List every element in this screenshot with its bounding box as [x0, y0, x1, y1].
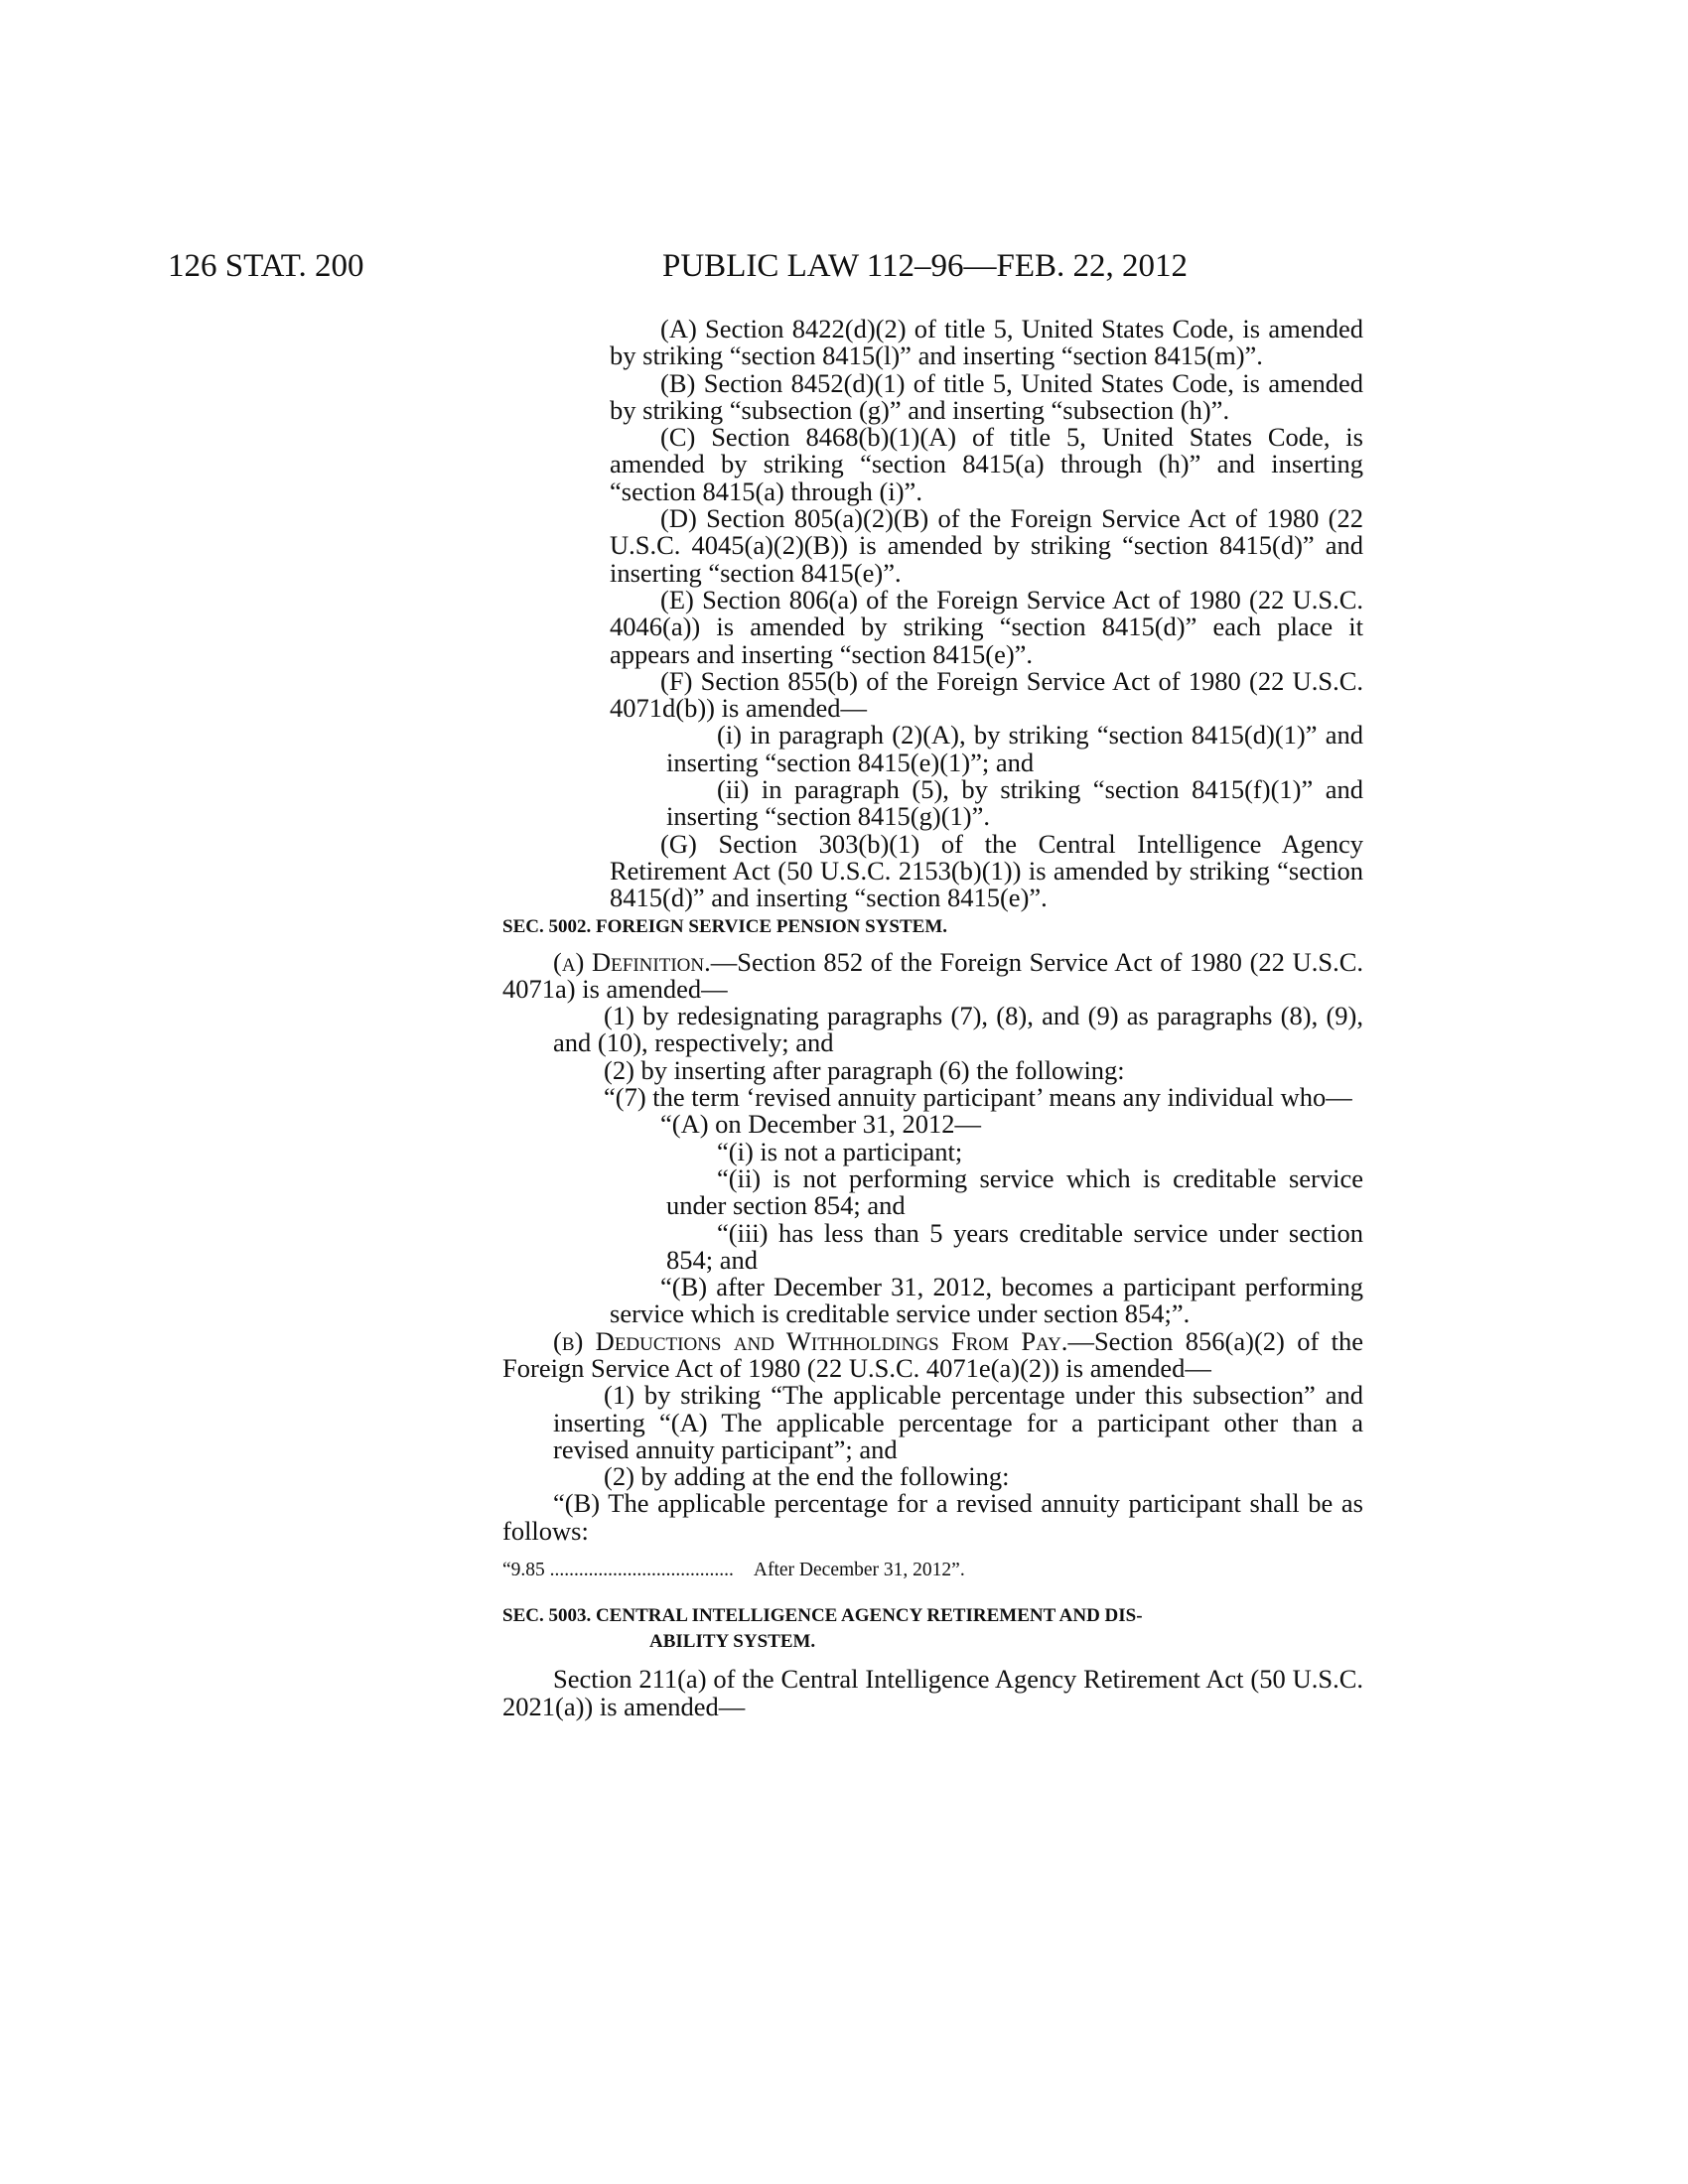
quoted-clause-iii: “(iii) has less than 5 years creditable service under section 854; and — [666, 1217, 1363, 1275]
paragraph-c-5usc8468: (C) Section 8468(b)(1)(A) of title 5, United States Code, is amended by striking “section 8415(a) through (h)” and inserting “section 8415(a) through (i)”. — [610, 422, 1363, 506]
clause-ii: (ii) in paragraph (5), by striking “section 8415(f)(1)” and inserting “section 8415(g)(1)”. — [666, 774, 1363, 832]
paragraph-f-fsa855: (F) Section 855(b) of the Foreign Service Act of 1980 (22 U.S.C. 4071d(b)) is amended— — [610, 665, 1363, 724]
quoted-paragraph-7: “(7) the term ‘revised annuity participant’ means any individual who— — [604, 1082, 1352, 1113]
subsection-b-heading: (b) Deductions and Withholdings From Pay. — [553, 1325, 1068, 1356]
table-row — [502, 1557, 1363, 1583]
subsection-b-paragraph-2: (2) by adding at the end the following: — [604, 1461, 1010, 1492]
quoted-subparagraph-b: “(B) after December 31, 2012, becomes a participant performing service which is creditable service under section 854;”. — [610, 1272, 1363, 1329]
section-heading-5003-line2: ABILITY SYSTEM. — [649, 1631, 816, 1653]
paragraph-b-5usc8452: (B) Section 8452(d)(1) of title 5, United States Code, is amended by striking “subsection (g)” and inserting “subsection (h)”. — [610, 367, 1363, 425]
subsection-b — [502, 1325, 1363, 1383]
table-leader-dots: ...................................... — [549, 1560, 734, 1581]
paragraph-g-cia303: (G) Section 303(b)(1) of the Central Intelligence Agency Retirement Act (50 U.S.C. 2153(b)(1)) is amended by striking “section 8415(d)” and inserting “section 8415(e)”. — [610, 828, 1363, 913]
document-body — [502, 316, 1363, 1720]
section-heading-5003-line1: SEC. 5003. CENTRAL INTELLIGENCE AGENCY RETIREMENT AND DIS- — [502, 1605, 1143, 1627]
subsection-a-text: —Section 852 of the Foreign Service Act of 1980 (22 U.S.C. 4071a) is amended— — [502, 946, 1363, 1004]
paragraph-e-fsa806: (E) Section 806(a) of the Foreign Service Act of 1980 (22 U.S.C. 4046(a)) is amended by striking “section 8415(d)” each place it appears and inserting “section 8415(e)”. — [610, 584, 1363, 669]
quoted-clause-i: “(i) is not a participant; — [717, 1136, 963, 1166]
section-heading-5003 — [502, 1603, 1363, 1655]
paragraph-a-5usc8422: (A) Section 8422(d)(2) of title 5, United States Code, is amended by striking “section 8415(l)” and inserting “section 8415(m)”. — [610, 314, 1363, 371]
table-period: After December 31, 2012”. — [753, 1560, 965, 1581]
page-law-header: PUBLIC LAW 112–96—FEB. 22, 2012 — [662, 248, 1189, 284]
subsection-a — [502, 946, 1363, 1004]
paragraph-d-fsa805: (D) Section 805(a)(2)(B) of the Foreign Service Act of 1980 (22 U.S.C. 4045(a)(2)(B)) is amended by striking “section 8415(d)” and inserting “section 8415(e)”. — [610, 503, 1363, 588]
subsection-a-heading: (a) Definition. — [553, 946, 711, 977]
subsection-b-paragraph-1: (1) by striking “The applicable percentage under this subsection” and inserting “(A) The applicable percentage for a participant other than a revised annuity participant”; and — [553, 1380, 1363, 1464]
subsection-a-paragraph-2: (2) by inserting after paragraph (6) the following: — [604, 1054, 1125, 1085]
subsection-a-paragraph-1: (1) by redesignating paragraphs (7), (8), and (9) as paragraphs (8), (9), and (10), respectively; and — [553, 1001, 1363, 1058]
quoted-subparagraph-a: “(A) on December 31, 2012— — [660, 1109, 982, 1140]
table-value: “9.85 — [502, 1560, 545, 1581]
section-5003-text: Section 211(a) of the Central Intelligence Agency Retirement Act (50 U.S.C. 2021(a)) is amended— — [502, 1664, 1363, 1721]
section-heading-5002: SEC. 5002. FOREIGN SERVICE PENSION SYSTEM. — [502, 915, 948, 937]
quoted-b-applicable-percentage: “(B) The applicable percentage for a revised annuity participant shall be as follows: — [502, 1488, 1363, 1546]
clause-i: (i) in paragraph (2)(A), by striking “section 8415(d)(1)” and inserting “section 8415(e)(1)”; and — [666, 720, 1363, 777]
quoted-clause-ii: “(ii) is not performing service which is creditable service under section 854; and — [666, 1162, 1363, 1221]
subsection-b-text: —Section 856(a)(2) of the Foreign Service Act of 1980 (22 U.S.C. 4071e(a)(2)) is amended— — [502, 1325, 1363, 1383]
page-stat-citation: 126 STAT. 200 — [168, 248, 364, 284]
